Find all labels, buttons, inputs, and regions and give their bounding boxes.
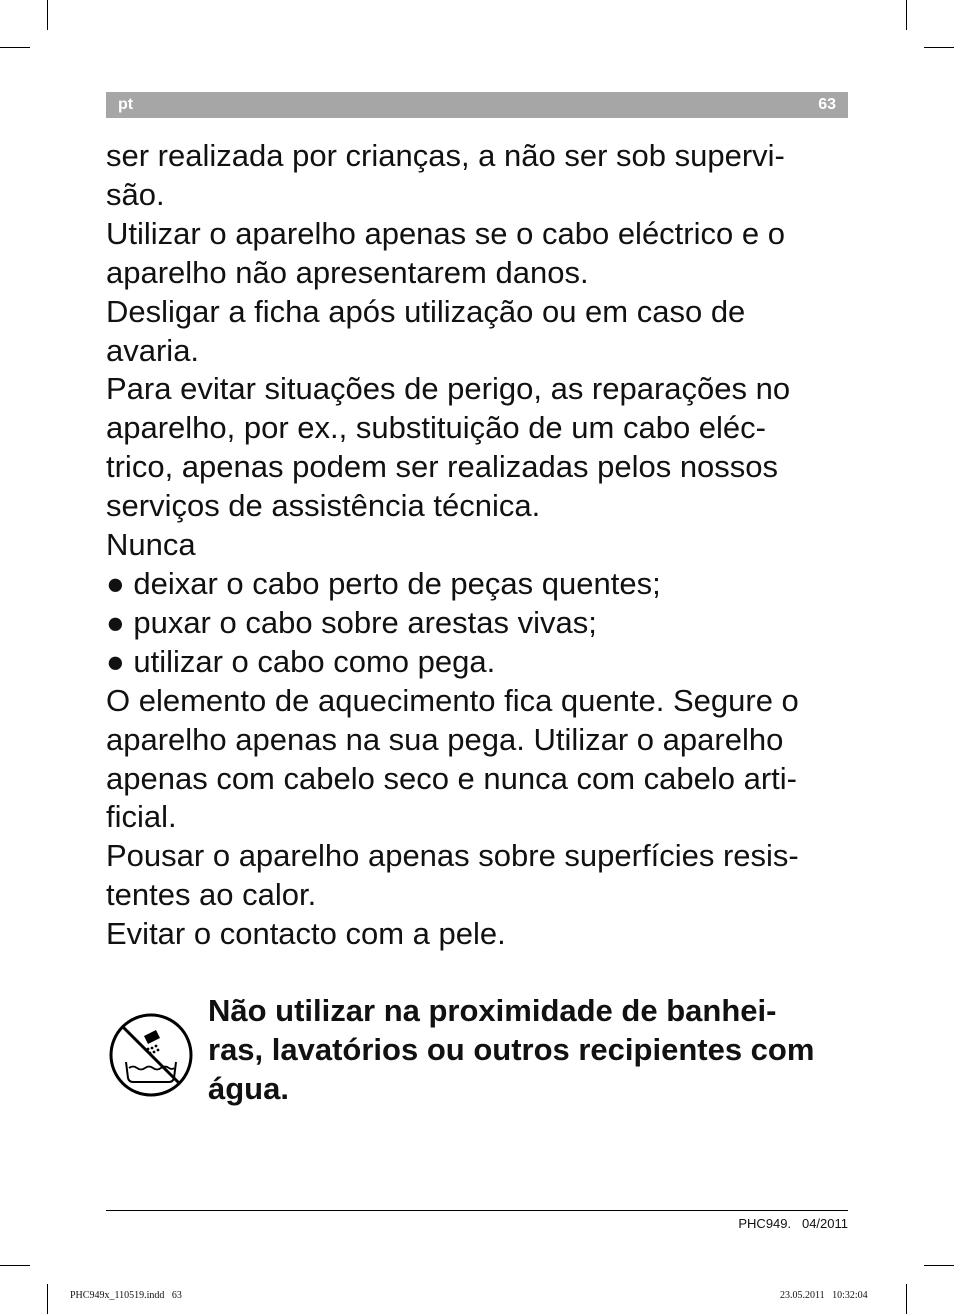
text-line: aparelho, por ex., substituição de um cabo eléc- [106, 410, 766, 446]
text-line: ser realizada por crianças, a não ser sob supervi- [106, 138, 785, 173]
text-line: ficial. [106, 799, 177, 835]
crop-mark [924, 47, 954, 48]
text-line: Para evitar situações de perigo, as reparações no [106, 371, 791, 407]
bullet-item: ● deixar o cabo perto de peças quentes; [106, 565, 661, 601]
bullet-item: ● utilizar o cabo como pega. [106, 643, 496, 679]
text-line: Desligar a ficha após utilização ou em caso de [106, 293, 746, 329]
crop-mark [0, 47, 30, 48]
text-line: O elemento de aquecimento fica quente. Segure o [106, 682, 799, 718]
no-water-icon [108, 1012, 194, 1098]
text-line: Utilizar o aparelho apenas se o cabo eléctrico e o [106, 215, 785, 251]
model-date: PHC949. 04/2011 [738, 1216, 848, 1231]
crop-mark [906, 1284, 907, 1314]
text-line: tentes ao calor. [106, 877, 317, 913]
text-line: Nunca [106, 527, 196, 563]
text-line: serviços de assistência técnica. [106, 488, 541, 524]
warning-line: água. [208, 1070, 289, 1106]
text-line: trico, apenas podem ser realizadas pelos nossos [106, 449, 779, 485]
crop-mark [47, 0, 48, 30]
warning-text [208, 992, 868, 1109]
text-line: apenas com cabelo seco e nunca com cabelo arti- [106, 760, 798, 796]
footer-rule [106, 1210, 848, 1211]
text-line: são. [106, 176, 165, 212]
crop-mark [0, 1265, 30, 1266]
text-line: avaria. [106, 332, 200, 368]
text-line: aparelho apenas na sua pega. Utilizar o aparelho [106, 721, 784, 757]
text-line: aparelho não apresentarem danos. [106, 254, 589, 290]
body-text [106, 137, 866, 954]
slug-timestamp: 23.05.2011 10:32:04 [780, 1290, 868, 1301]
bullet-item: ● puxar o cabo sobre arestas vivas; [106, 604, 597, 640]
language-code: pt [118, 96, 134, 113]
crop-mark [47, 1284, 48, 1314]
page-header-bar [106, 92, 848, 118]
warning-line: Não utilizar na proximidade de banhei- [208, 993, 777, 1028]
text-line: Evitar o contacto com a pele. [106, 916, 506, 952]
warning-line: ras, lavatórios ou outros recipientes com [208, 1031, 815, 1067]
text-line: Pousar o aparelho apenas sobre superfícies resis- [106, 838, 799, 874]
crop-mark [924, 1265, 954, 1266]
page-number: 63 [818, 96, 836, 113]
slug-filename: PHC949x_110519.indd 63 [70, 1290, 182, 1301]
crop-mark [906, 0, 907, 30]
